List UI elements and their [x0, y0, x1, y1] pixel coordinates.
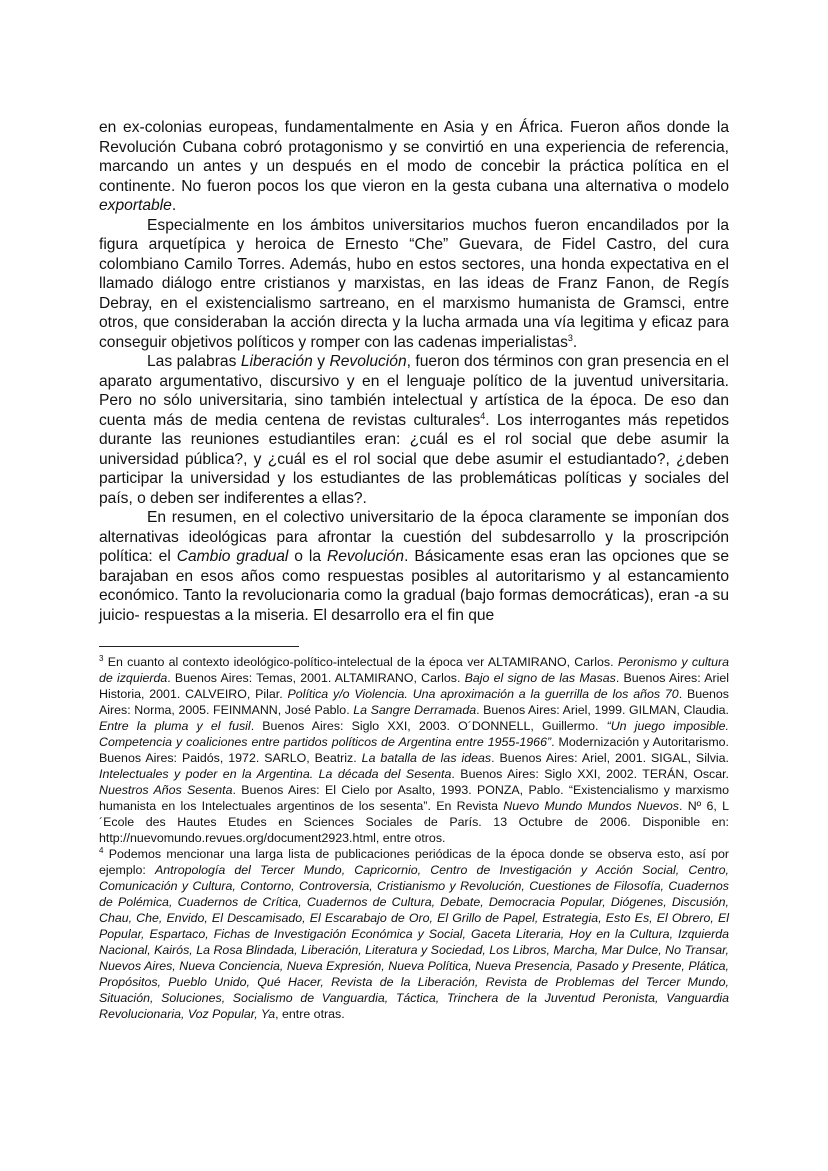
text-run: . — [572, 333, 578, 351]
main-text — [99, 118, 729, 625]
text-run: , fueron dos términos con gran presencia en el aparato argumentativo, discursivo y en el lenguaje político de la juventud universitaria. Pero no sólo universitaria, sino también intelectual y artística de la época. De eso dan cuenta más de media centena de revistas culturales — [99, 353, 730, 429]
italic-text: Cambio gradual — [176, 548, 289, 565]
italic-text: Bajo el signo de las Masas — [464, 671, 616, 685]
italic-text: Nuestros Años Sesenta — [99, 783, 233, 797]
text-run: . Modernización y Autoritarismo. Buenos Aires: Paidós, 1972. SARLO, Beatriz. — [99, 735, 730, 765]
text-run: . Básicamente esas eran las opciones que se barajaban en esos años como respuestas posibles al autoritarismo y al estancamiento económico. Tanto la revolucionaria como la gradual (bajo formas democráticas), eran -a su juicio- respuestas a la miseria. El desarrollo era el fin que — [99, 548, 729, 624]
italic-text: Revolución — [326, 548, 405, 565]
text-run: . Buenos Aires: Siglo XXI, 2003. O´DONNELL, Guillermo. — [250, 719, 607, 733]
italic-text: Entre la pluma y el fusil — [99, 719, 251, 733]
text-run: . Buenos Aires: Norma, 2005. FEINMANN, José Pablo. — [99, 687, 729, 717]
text-run: En resumen, en el colectivo universitario de la época claramente se imponían dos alternativas ideológicas para afrontar la cuestión del subdesarrollo y la proscripción política: el — [99, 509, 729, 565]
italic-text: La Sangre Derramada — [353, 703, 477, 717]
text-run: en ex-colonias europeas, fundamentalmente en Asia y en África. Fueron años donde la Revolución Cubana cobró protagonismo y se convirtió en una experiencia de referencia, marcando un antes y un después en el modo de concebir la práctica política en el continente. No fueron pocos los que vieron en la gesta cubana una alternativa o modelo — [99, 119, 729, 195]
text-run: o la — [288, 548, 327, 565]
paragraph — [99, 508, 729, 625]
footnote-marker: 4 — [480, 410, 486, 421]
italic-text: Política y/o Violencia. Una aproximación a la guerrilla de los años 70 — [287, 687, 679, 701]
paragraph — [99, 216, 729, 353]
text-run: , entre otras. — [275, 1007, 345, 1021]
italic-text: Antropología del Tercer Mundo, Capricornio, Centro de Investigación y Acción Social, Centro, Comunicación y Cultura, Contorno, Controversia, Cristianismo y Revolución, Cuestiones de Filosofía, Cuadernos de Polémica, Cuadernos de Crítica, Cuadernos de Cultura, Debate, Democracia Popular, Diógenes, Discusión, Chau, Che, Envido, El Descamisado, El Escarabajo de Oro, El Grillo de Papel, Estrategia, Esto Es, El Obrero, El Popular, Espartaco, Fichas de Investigación Económica y Social, Gaceta Literaria, Hoy en la Cultura, Izquierda Nacional, Kairós, La Rosa Blindada, Liberación, Literatura y Sociedad, Los Libros, Marcha, Mar Dulce, No Transar, Nuevos Aires, Nueva Conciencia, Nueva Expresión, Nueva Política, Nueva Presencia, Pasado y Presente, Plática, Propósitos, Pueblo Unido, Qué Hacer, Revista de la Liberación, Revista de Problemas del Tercer Mundo, Situación, Soluciones, Socialismo de Vanguardia, Táctica, Trinchera de la Juventud Peronista, Vanguardia Revolucionaria, Voz Popular, Ya — [99, 863, 730, 1021]
italic-text: La batalla de las ideas — [361, 751, 492, 765]
footnote-marker: 4 — [99, 845, 104, 855]
italic-text: Intelectuales y poder en la Argentina. La década del Sesenta — [99, 767, 452, 781]
text-run: . Buenos Aires: Ariel, 2001. SIGAL, Silvia. — [491, 751, 729, 765]
text-run: . Buenos Aires: Ariel, 1999. GILMAN, Claudia. — [476, 703, 729, 717]
text-run: Las palabras — [147, 353, 241, 370]
text-run: Especialmente en los ámbitos universitarios muchos fueron encandilados por la figura arquetípica y heroica de Ernesto “Che” Guevara, de Fidel Castro, del cura colombiano Camilo Torres. Además, hubo en estos sectores, una honda expectativa en el llamado diálogo entre cristianos y marxistas, en las ideas de Franz Fanon, de Regís Debray, en el existencialismo sartreano, en el marxismo humanista de Gramsci, entre otros, que consideraban la acción directa y la lucha armada una vía legitima y eficaz para conseguir objetivos políticos y romper con las cadenas imperialistas — [99, 216, 729, 351]
text-run: . Buenos Aires: Temas, 2001. ALTAMIRANO, Carlos. — [167, 671, 465, 685]
italic-text: Revolución — [329, 353, 407, 370]
text-run: . Los interrogantes más repetidos durante las reuniones estudiantiles eran: ¿cuál es el rol social que debe asumir la universidad pública?, y ¿cuál es el rol social que debe asumir el estudiantado?, ¿deben participar la universidad y los estudiantes de las problemáticas políticas y sociales del país, o deben ser indiferentes a ellas?. — [99, 411, 729, 507]
footnotes — [99, 654, 729, 1022]
text-run: . Buenos Aires: Ariel Historia, 2001. CALVEIRO, Pilar. — [99, 671, 729, 701]
italic-text: “Un juego imposible. Competencia y coaliciones entre partidos políticos de Argentina entre 1955-1966” — [99, 719, 729, 749]
paragraph — [99, 118, 729, 216]
footnote-marker: 3 — [99, 653, 104, 663]
italic-text: Liberación — [240, 353, 313, 370]
document-page — [99, 118, 729, 1022]
text-run: . Buenos Aires: El Cielo por Asalto, 1993. PONZA, Pablo. “Existencialismo y marxismo humanista en los Intelectuales argentinos de los sesenta”. En Revista — [99, 783, 729, 813]
text-run: . Nº 6, L´Ecole des Hautes Etudes en Sciences Sociales de París. 13 Octubre de 2006. Disponible en: http://nuevomundo.revues.org/document2923.html, entre otros. — [99, 799, 730, 845]
text-run: y — [312, 353, 330, 370]
footnote-3 — [99, 654, 729, 846]
text-run: En cuanto al contexto ideológico-político-intelectual de la época ver ALTAMIRANO, Carlos. — [103, 655, 618, 669]
italic-text: Nuevo Mundo Mundos Nuevos — [503, 799, 679, 813]
text-run: . Buenos Aires: Siglo XXI, 2002. TERÁN, Oscar. — [451, 767, 730, 781]
footnote-4 — [99, 846, 729, 1022]
italic-text: Peronismo y cultura de izquierda — [99, 655, 730, 685]
footnote-marker: 3 — [567, 332, 573, 343]
text-run: . — [171, 197, 177, 214]
text-run: Podemos mencionar una larga lista de publicaciones periódicas de la época donde se observa esto, así por ejemplo: — [99, 847, 729, 877]
paragraph — [99, 352, 729, 508]
footnote-separator — [99, 646, 299, 647]
italic-text: exportable — [99, 197, 172, 214]
